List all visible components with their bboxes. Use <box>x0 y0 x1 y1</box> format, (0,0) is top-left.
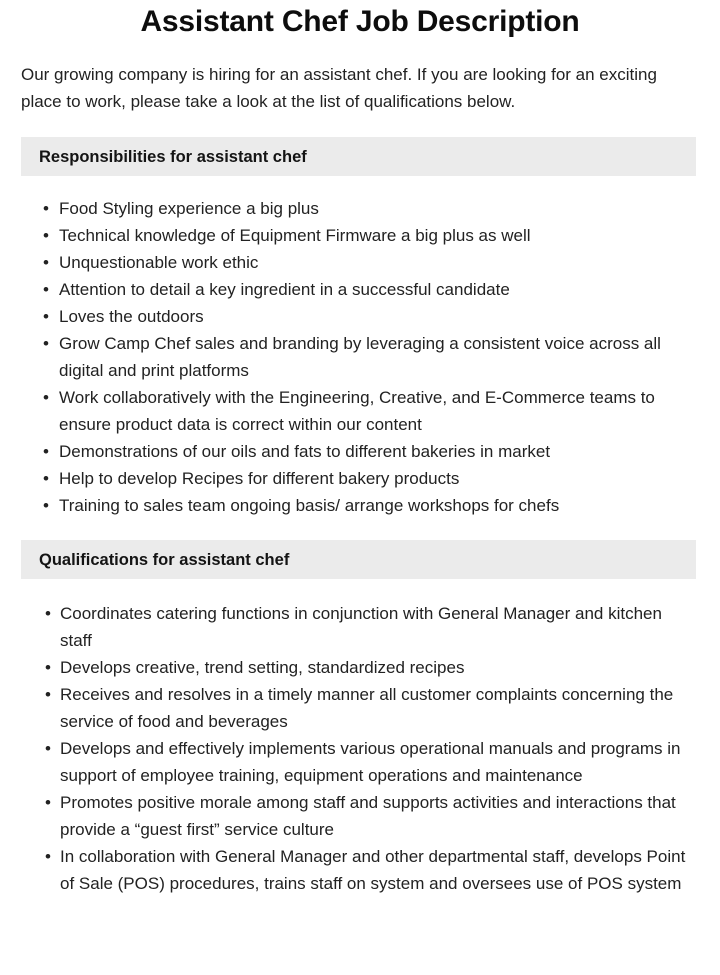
list-item: • Loves the outdoors <box>0 303 720 330</box>
list-item: • Coordinates catering functions in conjunction with General Manager and kitchen staff <box>0 600 720 654</box>
list-item: • Receives and resolves in a timely manner all customer complaints concerning the service of food and beverages <box>0 681 720 735</box>
qualifications-list <box>0 579 720 897</box>
list-item: • Demonstrations of our oils and fats to different bakeries in market <box>0 438 720 465</box>
section-header-qualifications <box>21 540 696 579</box>
list-item: • Develops creative, trend setting, standardized recipes <box>0 654 720 681</box>
list-item: • Grow Camp Chef sales and branding by leveraging a consistent voice across all digital and print platforms <box>0 330 720 384</box>
list-item: • In collaboration with General Manager and other departmental staff, develops Point of Sale (POS) procedures, trains staff on system and oversees use of POS system <box>0 843 720 897</box>
list-item: • Promotes positive morale among staff and supports activities and interactions that provide a “guest first” service culture <box>0 789 720 843</box>
responsibilities-list <box>0 176 720 519</box>
list-item: • Develops and effectively implements various operational manuals and programs in support of employee training, equipment operations and maintenance <box>0 735 720 789</box>
intro-paragraph: Our growing company is hiring for an assistant chef. If you are looking for an exciting place to work, please take a look at the list of qualifications below. <box>21 65 657 111</box>
list-item: • Help to develop Recipes for different bakery products <box>0 465 720 492</box>
list-item: • Food Styling experience a big plus <box>0 195 720 222</box>
list-item: • Attention to detail a key ingredient in a successful candidate <box>0 276 720 303</box>
section-heading-label: Responsibilities for assistant chef <box>39 147 307 166</box>
list-item: • Technical knowledge of Equipment Firmware a big plus as well <box>0 222 720 249</box>
list-item: • Work collaboratively with the Engineering, Creative, and E-Commerce teams to ensure product data is correct within our content <box>0 384 720 438</box>
section-heading-label: Qualifications for assistant chef <box>39 550 290 569</box>
list-item: • Training to sales team ongoing basis/ arrange workshops for chefs <box>0 492 720 519</box>
section-header-responsibilities <box>21 137 696 176</box>
list-item: • Unquestionable work ethic <box>0 249 720 276</box>
page-title: Assistant Chef Job Description <box>140 5 580 38</box>
